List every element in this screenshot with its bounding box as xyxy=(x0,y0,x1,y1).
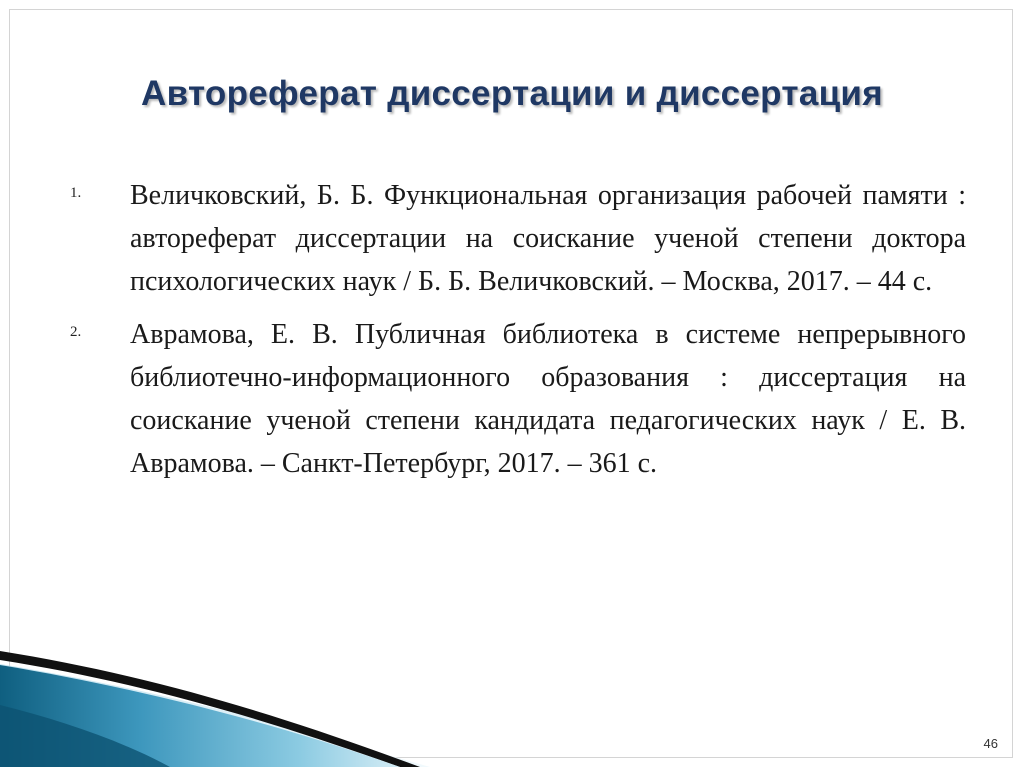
reference-number: 1. xyxy=(70,185,82,201)
reference-text: Аврамова, Е. В. Публичная библиотека в системе непрерывного библиотечно-информационного образования : диссертация на соискание ученой степени кандидата педагогических наук / Е. В. Аврамова. – Санкт-Петербург, 2017. – 361 с. xyxy=(130,319,966,479)
reference-number: 2. xyxy=(70,324,82,340)
reference-text: Величковский, Б. Б. Функциональная организация рабочей памяти : автореферат диссертации на соискание ученой степени доктора психологических наук / Б. Б. Величковский. – Москва, 2017. – 44 с. xyxy=(130,180,966,297)
page-number: 46 xyxy=(983,736,998,751)
slide-title: Автореферат диссертации и диссертация xyxy=(141,74,883,113)
